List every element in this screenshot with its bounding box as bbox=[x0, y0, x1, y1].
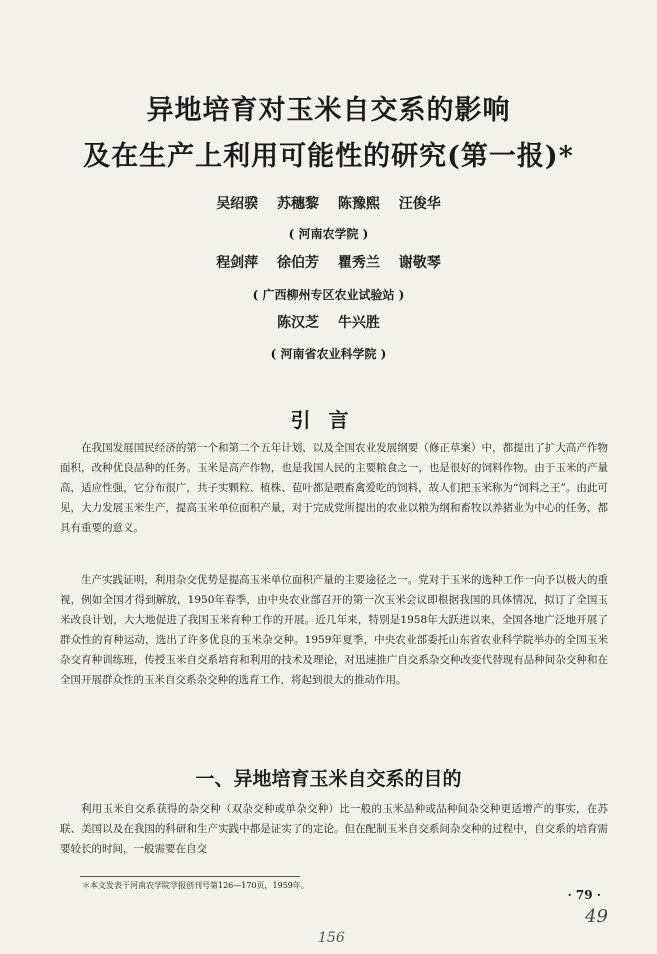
footnote-rule bbox=[80, 876, 300, 877]
handwritten-page-number: 49 bbox=[585, 906, 608, 927]
section1-paragraph-1: 利用玉米自交系获得的杂交种（双杂交种或单杂交种）比一般的玉米品种或品种间杂交种更适增产的事实，在苏联、美国以及在我国的科研和生产实践中都是证实了的定论。但在配制玉米自交系间杂交种的过程中，自交系的培育需要较长的时间，一般需要在自交 bbox=[60, 803, 608, 855]
section1-heading: 一、异地培育玉米自交系的目的 bbox=[195, 768, 462, 790]
author-names-group-1: 吴绍骙 苏穗黎 陈豫熙 汪俊华 bbox=[216, 196, 441, 212]
paper-title-line2: 及在生产上利用可能性的研究(第一报)* bbox=[83, 141, 574, 172]
author-affiliation-3: ( 河南省农业科学院 ) bbox=[270, 347, 387, 361]
intro-paragraph-2: 生产实践证明，利用杂交优势是提高玉米单位面积产量的主要途径之一。党对于玉米的选种工作一向予以极大的重视，例如全国才得到解放，1950年春季，由中央农业部召开的第一次玉米会议即根据我国的具体情况，拟订了全国玉米改良计划，大大地促进了我国玉米育种工作的开展。近几年来，特别是1958年大跃进以来，全国各地广泛地开展了群众性的育种运动，选出了许多优良的玉米杂交种。1959年夏季，中央农业部委托山东省农业科学院举办的全国玉米杂交育种训练班，传授玉米自交系培育和利用的技术及理论，对迅速推广自交系杂交种改变代替现有品种间杂交种和在全国开展群众性的玉米自交系杂交种的选育工作，将起到很大的推动作用。 bbox=[60, 574, 608, 686]
author-names-group-3: 陈汉芝 牛兴胜 bbox=[277, 315, 380, 331]
handwritten-bottom-mark: 156 bbox=[318, 930, 345, 946]
author-names-group-2: 程剑萍 徐伯芳 瞿秀兰 谢敬琴 bbox=[216, 255, 441, 271]
intro-paragraph-1: 在我国发展国民经济的第一个和第二个五年计划，以及全国农业发展纲要（修正草案）中，都提出了扩大高产作物面积，改种优良品种的任务。玉米是高产作物，也是我国人民的主要粮食之一，也是很好的饲料作物。由于玉米的产量高，适应性强，它分布很广，共子实颗粒、植株、苞叶都是喂畜禽爱吃的饲料，故人们把玉米称为“饲料之王”。由此可见，大力发展玉米生产，提高玉米单位面积产量，对于完成党所提出的农业以粮为纲和畜牧以养猪业为中心的任务，都具有重要的意义。 bbox=[60, 442, 608, 534]
footnote: ＊本文发表于河南农学院学报创刊号第126—170页，1959年。 bbox=[82, 881, 309, 890]
intro-heading: 引言 bbox=[290, 408, 367, 432]
paper-title-line1: 异地培育对玉米自交系的影响 bbox=[146, 95, 511, 126]
author-affiliation-1: ( 河南农学院 ) bbox=[288, 227, 369, 241]
author-affiliation-2: ( 广西柳州专区农业试验站 ) bbox=[252, 288, 405, 302]
page-folio: · 79 · bbox=[567, 888, 601, 902]
